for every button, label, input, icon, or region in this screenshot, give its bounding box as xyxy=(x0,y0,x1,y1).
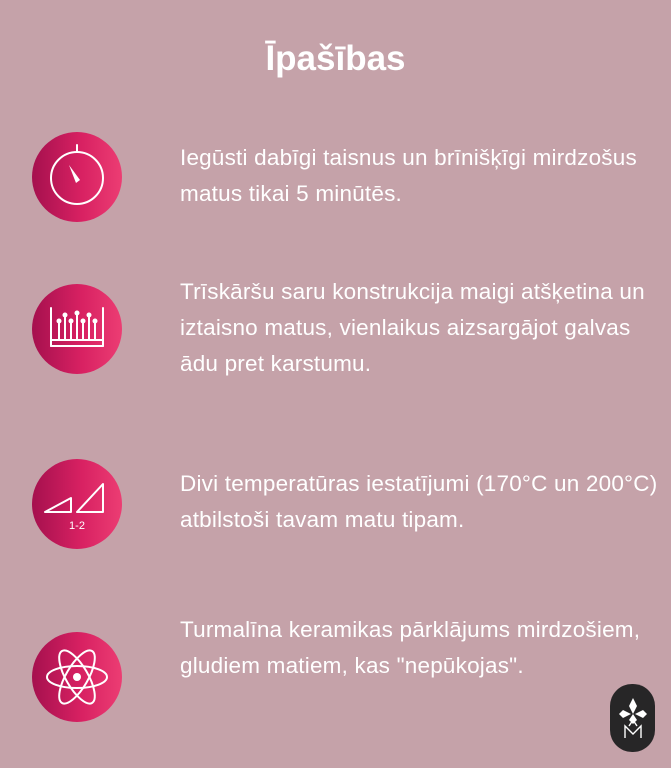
brand-logo-icon[interactable] xyxy=(610,684,655,752)
feature-text: Iegūsti dabīgi taisnus un brīnišķīgi mirdzošus matus tikai 5 minūtēs. xyxy=(180,145,637,206)
temperature-settings-label: 1-2 xyxy=(69,520,85,532)
feature-text: Divi temperatūras iestatījumi (170°C un 200°C) atbilstoši tavam matu tipam. xyxy=(180,471,658,532)
stopwatch-icon xyxy=(32,132,122,222)
feature-text: Trīskāršu saru konstrukcija maigi atšķetina un iztaisno matus, vienlaikus aizsargājot galvas ādu pret karstumu. xyxy=(180,279,645,376)
atom-icon xyxy=(32,632,122,722)
temperature-settings-icon xyxy=(32,459,122,549)
feature-text: Turmalīna keramikas pārklājums mirdzošiem, gludiem matiem, kas "nepūkojas". xyxy=(180,617,641,678)
comb-bristles-icon xyxy=(32,284,122,374)
page-title: Īpašības xyxy=(265,39,406,79)
